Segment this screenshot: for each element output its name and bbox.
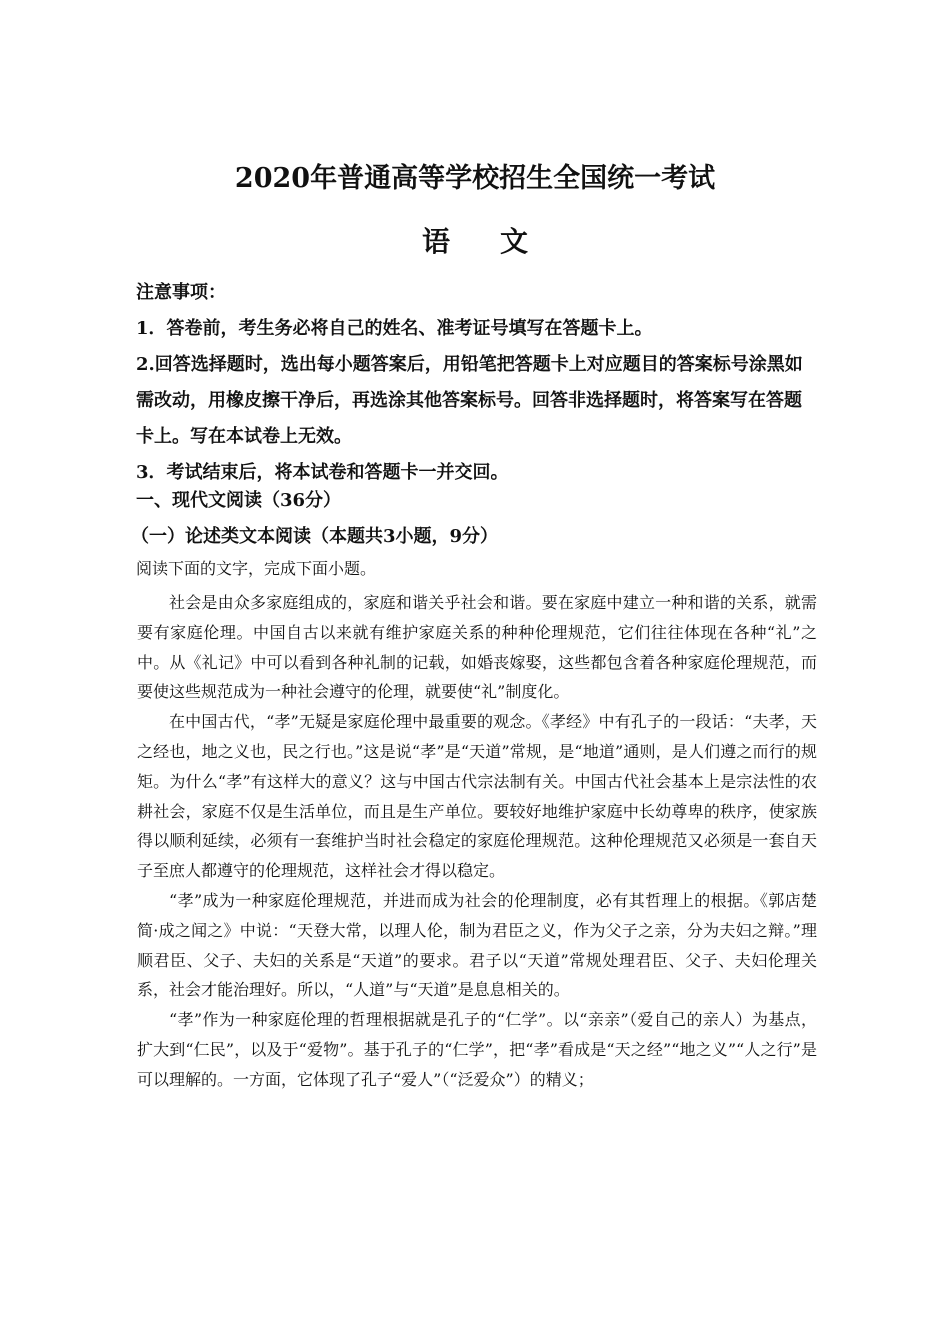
notes-block — [136, 275, 816, 491]
passage-paragraph: 在中国古代，“孝”无疑是家庭伦理中最重要的观念。《孝经》中有孔子的一段话：“夫孝，天之经也，地之义也，民之行也。”这是说“孝”是“天道”常规，是“地道”通则，是人们遵之而行的规矩。为什么“孝”有这样大的意义？这与中国古代宗法制有关。中国古代社会基本上是宗法性的农耕社会，家庭不仅是生活单位，而且是生产单位。要较好地维护家庭中长幼尊卑的秩序，使家族得以顺利延续，必须有一套维护当时社会稳定的家庭伦理规范。这种伦理规范又必须是一套自天子至庶人都遵守的伦理规范，这样社会才得以稳定。 — [137, 712, 817, 881]
passage-paragraph: “孝”成为一种家庭伦理规范，并进而成为社会的伦理制度，必有其哲理上的根据。《郭店楚简·成之闻之》中说：“天登大常，以理人伦，制为君臣之义，作为父子之亲，分为夫妇之辩。”理顺君臣、父子、夫妇的关系是“天道”的要求。君子以“天道”常规处理君臣、父子、夫妇伦理关系，社会才能治理好。所以，“人道”与“天道”是息息相关的。 — [137, 890, 817, 1000]
notes-item: 3．考试结束后，将本试卷和答题卡一并交回。 — [136, 462, 509, 483]
reading-instruction: 阅读下面的文字，完成下面小题。 — [136, 559, 377, 578]
passage-paragraph: 社会是由众多家庭组成的，家庭和谐关乎社会和谐。要在家庭中建立一种和谐的关系，就需要有家庭伦理。中国自古以来就有维护家庭关系的种种伦理规范，它们往往体现在各种“礼”之中。从《礼记》中可以看到各种礼制的记载，如婚丧嫁娶，这些都包含着各种家庭伦理规范，而要使这些规范成为一种社会遵守的伦理，就要使“礼”制度化。 — [137, 593, 817, 702]
passage — [137, 588, 817, 1095]
section-subtitle: （一）论述类文本阅读（本题共3小题，9分） — [131, 526, 499, 547]
exam-title: 2020年普通高等学校招生全国统一考试 — [234, 163, 716, 194]
notes-item: 1．答卷前，考生务必将自己的姓名、准考证号填写在答题卡上。 — [136, 318, 653, 339]
notes-item: 2.回答选择题时，选出每小题答案后，用铅笔把答题卡上对应题目的答案标号涂黑如需改动，用橡皮擦干净后，再选涂其他答案标号。回答非选择题时，将答案写在答题卡上。写在本试卷上无效。 — [136, 354, 803, 447]
notes-heading: 注意事项： — [136, 282, 226, 303]
section-title: 一、现代文阅读（36分） — [136, 490, 342, 511]
passage-paragraph: “孝”作为一种家庭伦理的哲理根据就是孔子的“仁学”。以“亲亲”（爱自己的亲人）为基点，扩大到“仁民”，以及于“爱物”。基于孔子的“仁学”，把“孝”看成是“天之经”“地之义”“人之行”是可以理解的。一方面，它体现了孔子“爱人”（“泛爱众”）的精义； — [137, 1010, 817, 1089]
subject-title: 语文 — [421, 225, 578, 258]
